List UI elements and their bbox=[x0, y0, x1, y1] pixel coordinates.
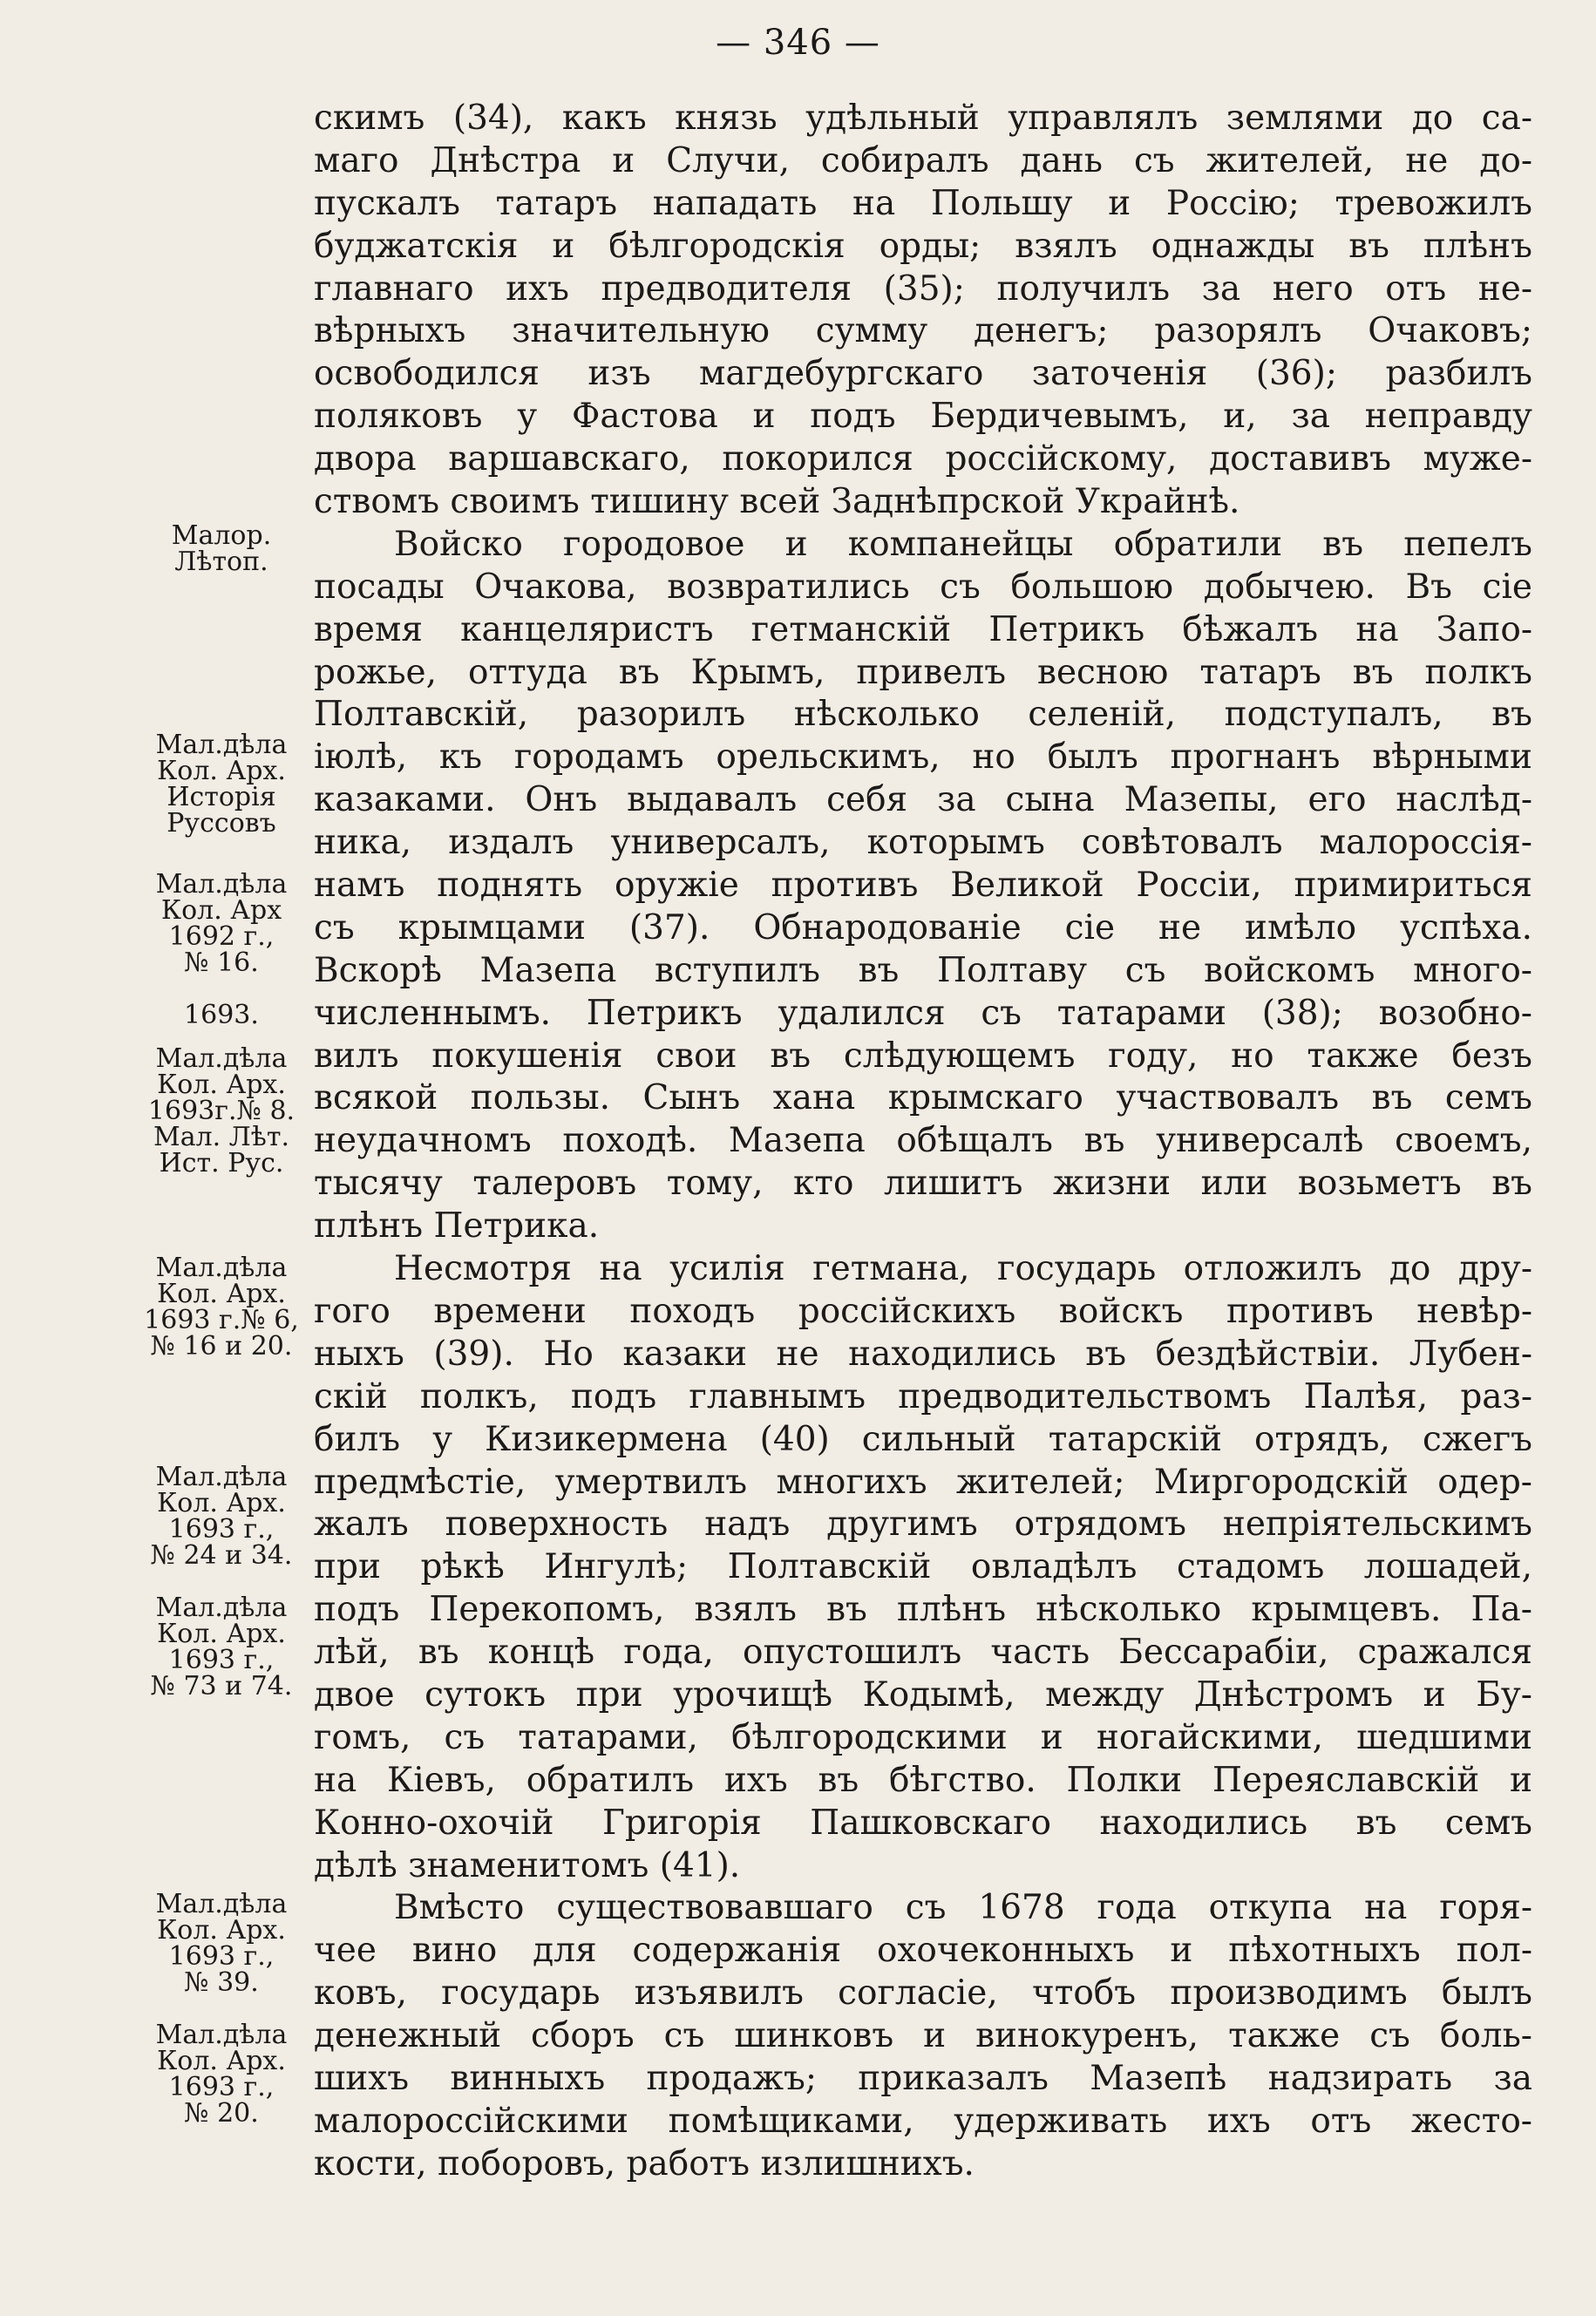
margin-note bbox=[129, 520, 314, 577]
margin-note bbox=[129, 732, 314, 837]
text-line: тысячу талеровъ тому, кто лишитъ жизни или возьметъ въ bbox=[314, 1164, 1532, 1204]
text-line: буджатскія и бѣлгородскія орды; взялъ однажды въ плѣнъ bbox=[314, 226, 1532, 266]
margin-note bbox=[129, 2022, 314, 2127]
text-line: дѣлѣ знаменитомъ (41). bbox=[314, 1845, 741, 1885]
margin-note-line: Кол. Арх. bbox=[157, 1619, 286, 1649]
margin-note-line: 1693 г., bbox=[168, 1514, 275, 1545]
text-line: двора варшавскаго, покорился россійскому, доставивъ муже- bbox=[314, 439, 1532, 479]
margin-note-line: 1693. bbox=[184, 1000, 259, 1030]
margin-note bbox=[129, 1889, 314, 1998]
text-line: денежный сборъ съ шинковъ и винокуренъ, также съ боль- bbox=[314, 2016, 1532, 2056]
text-line: кости, поборовъ, работъ излишнихъ. bbox=[314, 2143, 975, 2184]
margin-note-line: 1693 г.№ 6, bbox=[144, 1305, 299, 1335]
text-line: малороссійскими помѣщиками, удерживать ихъ отъ жесто- bbox=[314, 2101, 1532, 2141]
text-line: посады Очакова, возвратились съ большою добычею. Въ сіе bbox=[314, 567, 1532, 607]
text-line: жалъ поверхность надъ другимъ отрядомъ непріятельскимъ bbox=[314, 1504, 1532, 1545]
text-line: Вмѣсто существовавшаго съ 1678 года откупа на горя- bbox=[394, 1888, 1532, 1928]
paragraph bbox=[314, 98, 1532, 524]
margin-note bbox=[129, 1255, 314, 1360]
margin-note-line: 1692 г., bbox=[168, 921, 275, 952]
margin-note-line: № 73 и 74. bbox=[150, 1671, 293, 1701]
margin-note-line: Мал.дѣла bbox=[155, 730, 288, 760]
margin-note-line: Малор. bbox=[171, 520, 272, 551]
margin-note bbox=[129, 1595, 314, 1700]
paragraph bbox=[314, 1887, 1532, 2185]
margin-note-line: № 39. bbox=[184, 1967, 259, 1998]
margin-note-line: 1693 г., bbox=[168, 2072, 275, 2102]
text-line: численнымъ. Петрикъ удалился съ татарами (38); возобно- bbox=[314, 993, 1532, 1033]
text-line: время канцеляристъ гетманскій Петрикъ бѣжалъ на Запо- bbox=[314, 609, 1532, 649]
margin-note-line: Мал.дѣла bbox=[155, 1253, 288, 1283]
text-line: ковъ, государь изъявилъ согласіе, чтобъ производимъ былъ bbox=[314, 1973, 1532, 2014]
text-line: съ крымцами (37). Обнародованіе сіе не имѣло успѣха. bbox=[314, 907, 1532, 947]
text-line: главнаго ихъ предводителя (35); получилъ за него отъ не- bbox=[314, 268, 1532, 309]
text-line: ныхъ (39). Но казаки не находились въ бездѣйствіи. Лубен- bbox=[314, 1334, 1532, 1374]
paragraph bbox=[314, 524, 1532, 1248]
margin-note-line: Лѣтоп. bbox=[174, 547, 268, 577]
margin-note-line: Кол. Арх. bbox=[157, 1070, 286, 1100]
text-line: Полтавскій, разорилъ нѣсколько селеній, подступалъ, въ bbox=[314, 695, 1532, 735]
margin-note-line: Мал.дѣла bbox=[155, 1889, 288, 1919]
text-line: іюлѣ, къ городамъ орельскимъ, но былъ прогнанъ вѣрными bbox=[314, 737, 1532, 778]
margin-note-line: Руссовъ bbox=[166, 808, 276, 839]
text-line: маго Днѣстра и Случи, собиралъ дань съ жителей, не до- bbox=[314, 140, 1532, 180]
text-line: рожье, оттуда въ Крымъ, привелъ весною татаръ въ полкъ bbox=[314, 652, 1532, 692]
text-line: вѣрныхъ значительную сумму денегъ; разорялъ Очаковъ; bbox=[314, 311, 1532, 351]
text-line: лѣй, въ концѣ года, опустошилъ часть Бессарабіи, сражался bbox=[314, 1633, 1532, 1673]
margin-note-line: 1693г.№ 8. bbox=[147, 1096, 295, 1126]
text-line: чее вино для содержанія охочеконныхъ и пѣхотныхъ пол- bbox=[314, 1931, 1532, 1971]
margin-note-line: Мал.дѣла bbox=[155, 869, 288, 900]
text-line: Конно-охочій Григорія Пашковскаго находились въ семъ bbox=[314, 1803, 1532, 1843]
page-number: — 346 — bbox=[716, 23, 880, 63]
margin-note-line: Мал.дѣла bbox=[155, 1043, 288, 1074]
text-line: скій полкъ, подъ главнымъ предводительствомъ Палѣя, раз- bbox=[314, 1376, 1532, 1416]
margin-note bbox=[129, 1464, 314, 1569]
margin-note-line: Мал. Лѣт. bbox=[153, 1122, 289, 1152]
text-line: ника, издалъ универсалъ, которымъ совѣтовалъ малороссія- bbox=[314, 823, 1532, 863]
margin-note-line: № 16. bbox=[184, 947, 259, 978]
text-line: гомъ, съ татарами, бѣлгородскими и ногайскими, шедшими bbox=[314, 1717, 1532, 1757]
text-line: казаками. Онъ выдавалъ себя за сына Мазепы, его наслѣд- bbox=[314, 780, 1532, 820]
text-line: гого времени походъ россійскихъ войскъ противъ невѣр- bbox=[314, 1291, 1532, 1331]
margin-note-line: Кол. Арх. bbox=[157, 1488, 286, 1518]
margin-note-line: Мал.дѣла bbox=[155, 1593, 288, 1623]
margin-note bbox=[129, 1002, 314, 1029]
text-line: скимъ (34), какъ князь удѣльный управлялъ землями до са- bbox=[314, 98, 1532, 138]
text-line: подъ Перекопомъ, взялъ въ плѣнъ нѣсколько крымцевъ. Па- bbox=[314, 1590, 1532, 1630]
text-line: ствомъ своимъ тишину всей Заднѣпрской Украйнѣ. bbox=[314, 482, 1240, 522]
text-line: поляковъ у Фастова и подъ Бердичевымъ, и, за неправду bbox=[314, 397, 1532, 437]
text-line: шихъ винныхъ продажъ; приказалъ Мазепѣ надзирать за bbox=[314, 2058, 1532, 2098]
margin-note-line: Кол. Арх. bbox=[157, 2046, 286, 2076]
text-line: всякой пользы. Сынъ хана крымскаго участвовалъ въ семъ bbox=[314, 1078, 1532, 1118]
text-line: плѣнъ Петрика. bbox=[314, 1206, 600, 1246]
text-line: предмѣстіе, умертвилъ многихъ жителей; Миргородскій одер- bbox=[314, 1462, 1532, 1502]
margin-note-line: Мал.дѣла bbox=[155, 1462, 288, 1492]
margin-note bbox=[129, 869, 314, 978]
margin-note-line: 1693 г., bbox=[168, 1645, 275, 1675]
margin-note-line: № 16 и 20. bbox=[150, 1331, 293, 1362]
text-line: освободился изъ магдебургскаго заточенія (36); разбилъ bbox=[314, 354, 1532, 394]
margin-note-line: Кол. Арх. bbox=[157, 756, 286, 786]
text-line: Вскорѣ Мазепа вступилъ въ Полтаву съ войскомъ много- bbox=[314, 950, 1532, 990]
text-line: Несмотря на усилія гетмана, государь отложилъ до дру- bbox=[394, 1249, 1532, 1289]
text-line: при рѣкѣ Ингулѣ; Полтавскій овладѣлъ стадомъ лошадей, bbox=[314, 1547, 1532, 1587]
main-text bbox=[314, 98, 1532, 2186]
text-line: двое сутокъ при урочищѣ Кодымѣ, между Днѣстромъ и Бу- bbox=[314, 1674, 1532, 1715]
text-line: пускалъ татаръ нападать на Польшу и Россію; тревожилъ bbox=[314, 183, 1532, 223]
text-line: неудачномъ походѣ. Мазепа обѣщалъ въ универсалѣ своемъ, bbox=[314, 1121, 1532, 1161]
margin-note bbox=[129, 1043, 314, 1178]
margin-note-line: № 24 и 34. bbox=[150, 1540, 293, 1571]
margin-note-line: 1693 г., bbox=[168, 1941, 275, 1972]
margin-note-line: Ист. Рус. bbox=[159, 1148, 284, 1178]
margin-note-line: Кол. Арх bbox=[160, 895, 282, 926]
text-line: билъ у Кизикермена (40) сильный татарскій отрядъ, сжегъ bbox=[314, 1419, 1532, 1459]
text-line: намъ поднять оружіе противъ Великой Россіи, примириться bbox=[314, 866, 1532, 906]
paragraph bbox=[314, 1248, 1532, 1887]
margin-note-line: Исторія bbox=[166, 782, 276, 812]
text-line: вилъ покушенія свои въ слѣдующемъ году, но также безъ bbox=[314, 1036, 1532, 1076]
text-line: Войско городовое и компанейцы обратили въ пепелъ bbox=[394, 524, 1532, 564]
margin-note-line: Кол. Арх. bbox=[157, 1915, 286, 1946]
margin-note-line: Кол. Арх. bbox=[157, 1279, 286, 1309]
margin-note-line: № 20. bbox=[184, 2098, 259, 2129]
text-line: на Кіевъ, обратилъ ихъ въ бѣгство. Полки Переяславскій и bbox=[314, 1760, 1532, 1800]
margin-note-line: Мал.дѣла bbox=[155, 2020, 288, 2050]
